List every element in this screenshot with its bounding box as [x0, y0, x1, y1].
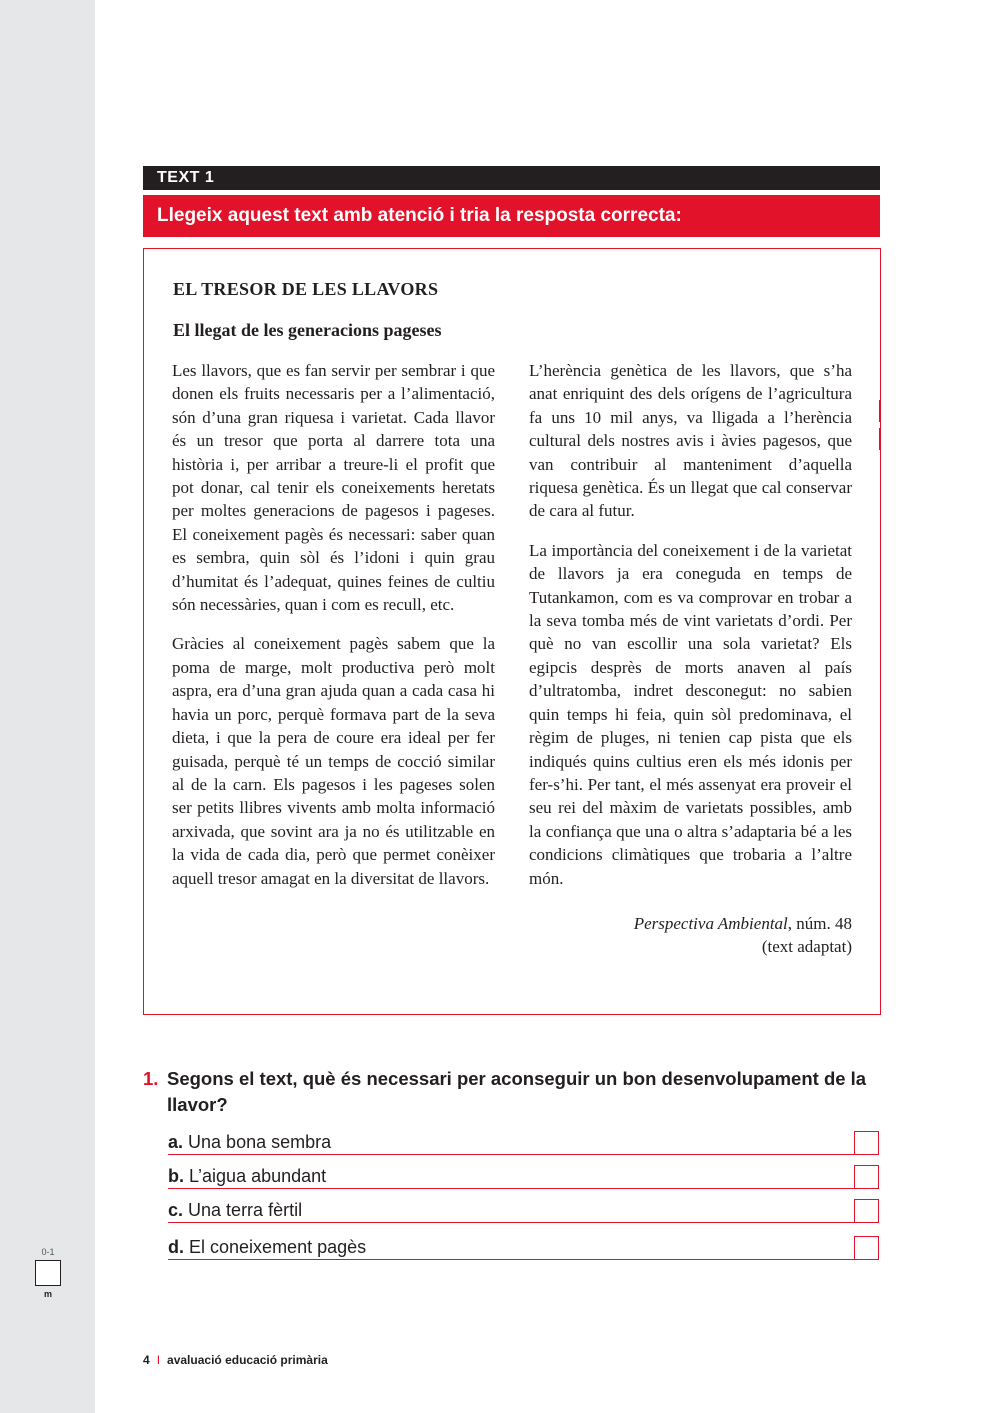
option-text: El coneixement pagès	[189, 1237, 367, 1257]
footer-separator: I	[156, 1353, 161, 1367]
answer-checkbox[interactable]	[854, 1199, 879, 1223]
footer	[143, 1353, 328, 1367]
answer-checkbox[interactable]	[854, 1236, 879, 1260]
paragraph: Gràcies al coneixement pagès sabem que la poma de marge, molt productiva però molt aspra, era d’una gran ajuda quan a cada casa hi havia un porc, perquè formava part de la seva dieta, i que la pera de coure era ideal per fer guisada, perquè té un temps de cocció similar al de la carn. Els pagesos i les pageses solen ser petits llibres vivents amb molta informació arxivada, que sovint ara ja no és utilitzable en la vida de cada dia, però que permet conèixer aquell tresor amagat en la diversitat de llavors.	[172, 634, 495, 888]
option-letter: d.	[168, 1237, 184, 1257]
paragraph: La importància del coneixement i de la varietat de llavors ja era coneguda en temps de Tutankamon, com es va comprovar en trobar a la seva tomba més de vint varietats d’ordi. Per què no van escollir una sola varietat? Els egipcis desprès de morts anaven al país d’ultratomba, indret desconegut: no sabien quin temps hi feia, quin sòl predominava, el règim de pluges, ni tenien cap pista que els indiqués quins cultius eren els més idonis per fer-s’hi. Per tant, el més assenyat era proveir el seu rei del màxim de varietats possibles, amb la confiança que una o altra s’adaptaria bé a les condicions climàtiques que trobaria a l’altre món.	[529, 540, 852, 888]
page-number: 4	[143, 1353, 150, 1367]
source-citation	[529, 912, 852, 959]
reading-subtitle: El llegat de les generacions pageses	[173, 320, 442, 340]
reading-title: EL TRESOR DE LES LLAVORS	[173, 279, 439, 299]
option-text: L’aigua abundant	[189, 1166, 327, 1186]
text-column-right	[529, 359, 852, 959]
source-journal: Perspectiva Ambiental	[633, 913, 788, 933]
source-note: (text adaptat)	[761, 937, 852, 957]
text-label: TEXT 1	[143, 166, 880, 190]
score-box[interactable]	[35, 1260, 61, 1286]
option-a[interactable]	[168, 1130, 879, 1155]
option-letter: b.	[168, 1166, 184, 1186]
score-range: 0-1	[41, 1247, 55, 1257]
paragraph: Les llavors, que es fan servir per sembrar i que donen els fruits necessaris per a l’alimentació, són d’una gran riquesa i varietat. Cada llavor és un tresor que porta al darrere tota una història i, per arribar a treure-li el profit que pot donar, cal tenir els coneixements heretats per moltes generacions de pagesos i pageses. El coneixement pagès és necessari: saber quan es sembra, quin sòl és l’idoni i quin grau d’humitat és l’adequat, quines feines de cultiu són necessàries, quan i com es recull, etc.	[172, 361, 495, 615]
footer-title: avaluació educació primària	[167, 1353, 328, 1367]
text-column-left	[172, 359, 495, 906]
option-text: Una terra fèrtil	[188, 1200, 303, 1220]
source-issue: , núm. 48	[787, 913, 852, 933]
answer-checkbox[interactable]	[854, 1165, 879, 1189]
question-1	[143, 1066, 883, 1118]
option-c[interactable]	[168, 1198, 879, 1223]
score-area	[33, 1247, 63, 1299]
question-number: 1.	[143, 1068, 159, 1089]
option-text: Una bona sembra	[188, 1132, 332, 1152]
paragraph: L’herència genètica de les llavors, que s’ha anat enriquint des dels orígens de l’agricultura fa uns 10 mil anys, va lligada a l’herència cultural dels nostres avis i àvies pagesos, que van contribuir al manteniment d’aquella riquesa genètica. És un llegat que cal conservar de cara al futur.	[529, 361, 852, 521]
question-text: Segons el text, què és necessari per aconseguir un bon desenvolupament de la llavor?	[167, 1068, 867, 1115]
option-letter: c.	[168, 1200, 184, 1220]
instruction-banner: Llegeix aquest text amb atenció i tria la resposta correcta:	[143, 195, 880, 237]
reading-box	[143, 248, 881, 1015]
left-margin	[0, 0, 95, 1413]
score-unit: m	[43, 1289, 52, 1299]
option-d[interactable]	[168, 1235, 879, 1260]
option-b[interactable]	[168, 1164, 879, 1189]
option-letter: a.	[168, 1132, 184, 1152]
answer-checkbox[interactable]	[854, 1131, 879, 1155]
